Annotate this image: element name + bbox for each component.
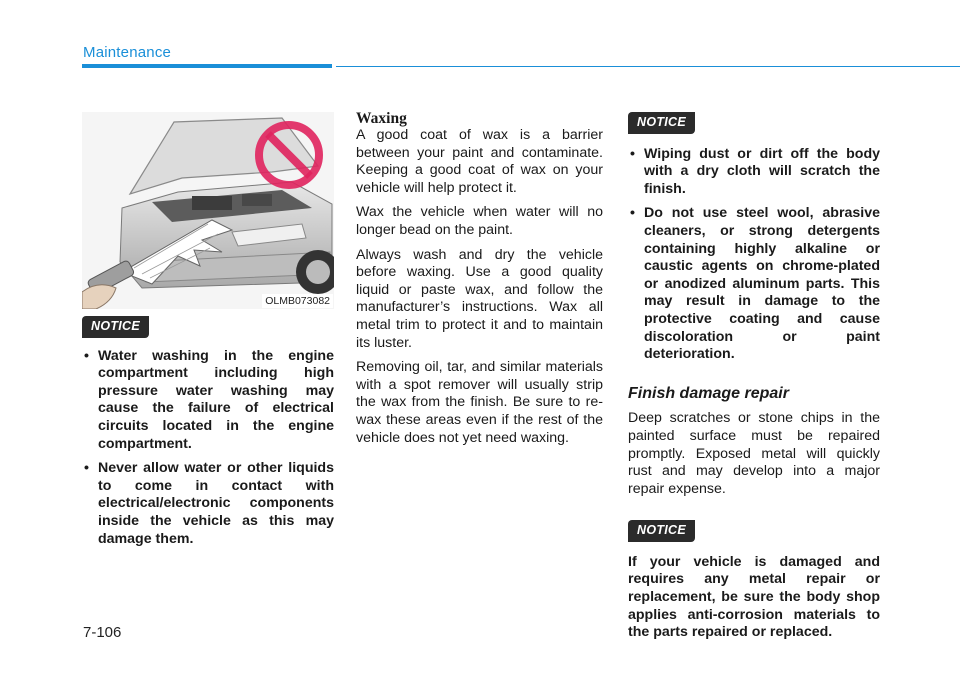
paragraph: Removing oil, tar, and similar materials with a spot remover will usually strip the wax from the finish. Be sure to re-wax these areas even if the rest of the vehicle does not yet need waxing. — [356, 359, 603, 446]
notice-text: If your vehicle is damaged and requires any metal repair or replacement, be sure the body shop applies anti-corrosion materials to the parts repaired or replaced. — [628, 553, 880, 641]
page-number: 7-106 — [83, 624, 122, 641]
list-item: • Water washing in the engine compartment including high pressure water washing may cause the failure of electrical circuits located in the engine compartment. — [84, 347, 334, 452]
list-item: • Never allow water or other liquids to come in contact with electrical/electronic components inside the vehicle as this may damage them. — [84, 460, 334, 547]
notice-bullet-list — [82, 348, 334, 549]
prohibition-icon — [254, 120, 324, 190]
notice-badge: NOTICE — [82, 316, 149, 338]
section-title: Maintenance — [83, 44, 172, 61]
waxing-heading: Waxing — [356, 110, 407, 127]
right-column — [628, 112, 880, 649]
paragraph: Always wash and dry the vehicle before waxing. Use a good quality liquid or paste wax, and follow the manufacturer’s instructions. Wax all metal trim to protect it and to maintain its luster. — [356, 246, 603, 351]
finish-damage-heading: Finish damage repair — [628, 384, 789, 402]
middle-column — [356, 110, 603, 454]
header-rule-thin — [336, 66, 960, 67]
paragraph: Wax the vehicle when water will no longer bead on the paint. — [356, 204, 603, 238]
paragraph: Deep scratches or stone chips in the painted surface must be repaired promptly. Exposed metal will quickly rust and may develop into a major repair expense. — [628, 410, 880, 497]
notice-badge: NOTICE — [628, 520, 695, 542]
list-item: • Wiping dust or dirt off the body with a dry cloth will scratch the finish. — [630, 145, 880, 197]
engine-wash-illustration — [82, 112, 334, 309]
header-rule-thick — [82, 64, 332, 68]
list-item: • Do not use steel wool, abrasive cleaners, or strong detergents containing highly alkaline or caustic agents on chrome-plated or anodized aluminum parts. This may result in damage to the protective coating and cause discoloration or paint deterioration. — [630, 205, 880, 363]
figure-caption: OLMB073082 — [262, 294, 333, 308]
notice-bullet-list — [628, 146, 880, 364]
paragraph: A good coat of wax is a barrier between your paint and contaminate. Keeping a good coat of wax on your vehicle will help protect it. — [356, 127, 603, 196]
left-column — [82, 316, 334, 555]
notice-badge: NOTICE — [628, 112, 695, 134]
